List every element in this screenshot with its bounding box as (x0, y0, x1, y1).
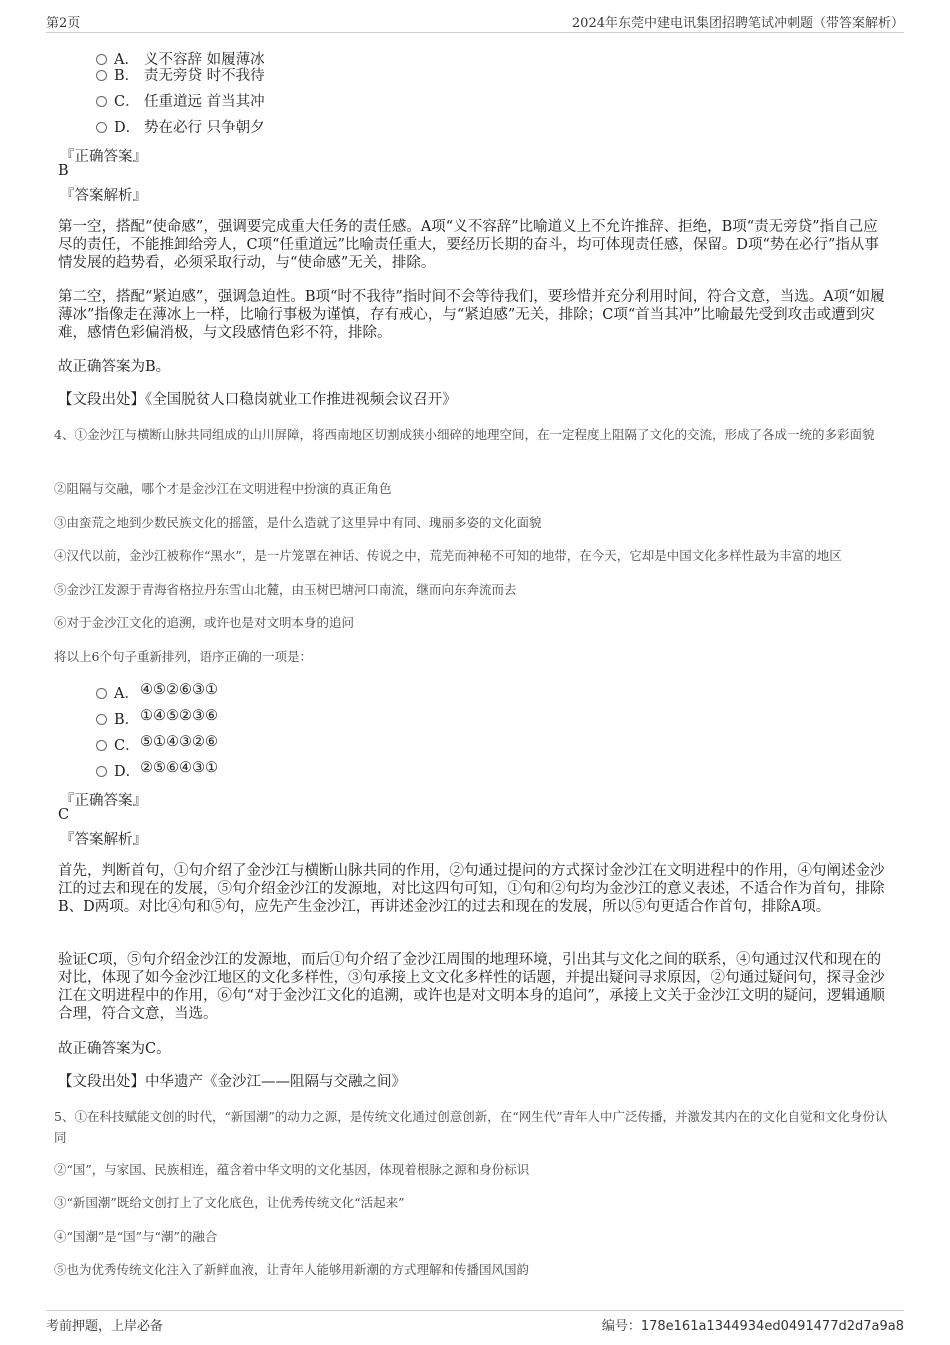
q4-answer: C (58, 807, 70, 823)
q5-sentence-5: ⑤也为优秀传统文化注入了新鲜血液，让青年人能够用新潮的方式理解和传播国风国韵 (54, 1262, 530, 1277)
q4-source: 【文段出处】中华遗产《金沙江——阻隔与交融之间》 (58, 1074, 406, 1090)
q3-conclusion: 故正确答案为B。 (58, 359, 171, 375)
q4-sentence-5: ⑤金沙江发源于青海省格拉丹东雪山北麓，由玉树巴塘河口南流，继而向东奔流而去 (54, 582, 517, 597)
q3-analysis-label: 『答案解析』 (60, 188, 147, 204)
q3-answer: B (58, 163, 69, 179)
option-letter: D． (114, 120, 141, 136)
page-header (46, 12, 904, 33)
q4-sentence-6: ⑥对于金沙江文化的追溯，或许也是对文明本身的追问 (54, 615, 355, 630)
radio-icon[interactable] (96, 740, 107, 751)
footer-slogan: 考前押题，上岸必备 (46, 1319, 164, 1334)
q4-analysis-label: 『答案解析』 (60, 832, 147, 848)
q5-sentence-2: ②“国”，与家国、民族相连，蕴含着中华文明的文化基因，体现着根脉之源和身份标识 (54, 1162, 530, 1177)
radio-icon[interactable] (96, 96, 107, 107)
option-letter: C． (114, 94, 140, 110)
q4-conclusion: 故正确答案为C。 (58, 1041, 171, 1057)
radio-icon[interactable] (96, 714, 107, 725)
option-text: ①④⑤②③⑥ (140, 708, 218, 724)
option-letter: C． (114, 738, 140, 754)
q5-sentence-1: 5、①在科技赋能文创的时代，“新国潮”的动力之源，是传统文化通过创意创新，在“网生代”青年人中广泛传播，并激发其内在的文化自觉和文化身份认同 (54, 1109, 888, 1145)
document-title: 2024年东莞中建电讯集团招聘笔试冲刺题（带答案解析） (571, 16, 904, 31)
page-number: 第2页 (46, 16, 81, 31)
option-text: 势在必行 只争朝夕 (144, 120, 265, 136)
option-letter: A． (114, 686, 139, 702)
q4-sentence-1: 4、①金沙江与横断山脉共同组成的山川屏障，将西南地区切割成狭小细碎的地理空间，在一定程度上阻隔了文化的交流，形成了各成一统的多彩面貌 (54, 427, 875, 442)
q4-sentence-4: ④汉代以前，金沙江被称作“黑水”，是一片笼罩在神话、传说之中，荒芜而神秘不可知的地带，在今天，它却是中国文化多样性最为丰富的地区 (54, 548, 842, 563)
footer-doc-id: 编号：178e161a1344934ed0491477d2d7a9a8 (601, 1319, 904, 1334)
option-text: ②⑤⑥④③① (140, 760, 218, 776)
option-text: 义不容辞 如履薄冰 (144, 52, 265, 68)
radio-icon[interactable] (96, 70, 107, 81)
q3-analysis-paragraph: 第二空，搭配“紧迫感”，强调急迫性。B项“时不我待”指时间不会等待我们，要珍惜并充分利用时间，符合文意，当选。A项“如履薄冰”指像走在薄冰上一样，比喻行事极为谨慎，存有戒心，与“紧迫感”无关，排除；C项“首当其冲”比喻最先受到攻击或遭到灾难，感情色彩偏消极，与文段感情色彩不符，排除。 (58, 289, 885, 341)
q3-analysis-paragraph: 第一空，搭配“使命感”，强调要完成重大任务的责任感。A项“义不容辞”比喻道义上不允许推辞、拒绝，B项“责无旁贷”指自己应尽的责任，不能推卸给旁人，C项“任重道远”比喻责任重大，要经历长期的奋斗，均可体现责任感，保留。D项“势在必行”指从事情发展的趋势看，必须采取行动，与“使命感”无关，排除。 (58, 219, 879, 271)
q4-answer-label: 『正确答案』 (60, 793, 147, 809)
radio-icon[interactable] (96, 122, 107, 133)
q4-analysis-paragraph: 验证C项，⑤句介绍金沙江的发源地，而后①句介绍了金沙江周围的地理环境，引出其与文化之间的联系，④句通过汉代和现在的对比，体现了如今金沙江地区的文化多样性，③句承接上文文化多样性的话题，并提出疑问寻求原因，②句通过疑问句，探寻金沙江在文明进程中的作用，⑥句“对于金沙江文化的追溯，或许也是对文明本身的追问”，承接上文关于金沙江文明的疑问，逻辑通顺合理，符合文意，当选。 (58, 952, 885, 1022)
q4-analysis-paragraph: 首先，判断首句，①句介绍了金沙江与横断山脉共同的作用，②句通过提问的方式探讨金沙江在文明进程中的作用，④句阐述金沙江的过去和现在的发展，⑤句介绍金沙江的发源地，对比这四句可知，①句和②句均为金沙江的意义表述，不适合作为首句，排除B、D两项。对比④句和⑤句，应先产生金沙江，再讲述金沙江的过去和现在的发展，所以⑤句更适合作首句，排除A项。 (58, 863, 885, 915)
radio-icon[interactable] (96, 54, 107, 65)
radio-icon[interactable] (96, 766, 107, 777)
page-footer (46, 1310, 904, 1335)
q5-sentence-3: ③“新国潮”既给文创打上了文化底色，让优秀传统文化“活起来” (54, 1195, 405, 1210)
radio-icon[interactable] (96, 688, 107, 699)
option-text: 责无旁贷 时不我待 (144, 68, 265, 84)
q4-sentence-3: ③由蛮荒之地到少数民族文化的摇篮，是什么造就了这里异中有同、瑰丽多姿的文化面貌 (54, 515, 542, 530)
q5-sentence-4: ④“国潮”是“国”与“潮”的融合 (54, 1229, 218, 1244)
option-text: ⑤①④③②⑥ (140, 734, 218, 750)
option-letter: B． (114, 68, 140, 84)
q3-source: 【文段出处】《全国脱贫人口稳岗就业工作推进视频会议召开》 (58, 392, 457, 408)
option-text: ④⑤②⑥③① (140, 682, 218, 698)
option-letter: A． (114, 52, 139, 68)
option-text: 任重道远 首当其冲 (144, 94, 265, 110)
q4-sentence-2: ②阻隔与交融，哪个才是金沙江在文明进程中扮演的真正角色 (54, 481, 392, 496)
q4-prompt: 将以上6个句子重新排列，语序正确的一项是： (54, 649, 312, 664)
option-letter: B． (114, 712, 140, 728)
q3-answer-label: 『正确答案』 (60, 149, 147, 165)
option-letter: D． (114, 764, 141, 780)
